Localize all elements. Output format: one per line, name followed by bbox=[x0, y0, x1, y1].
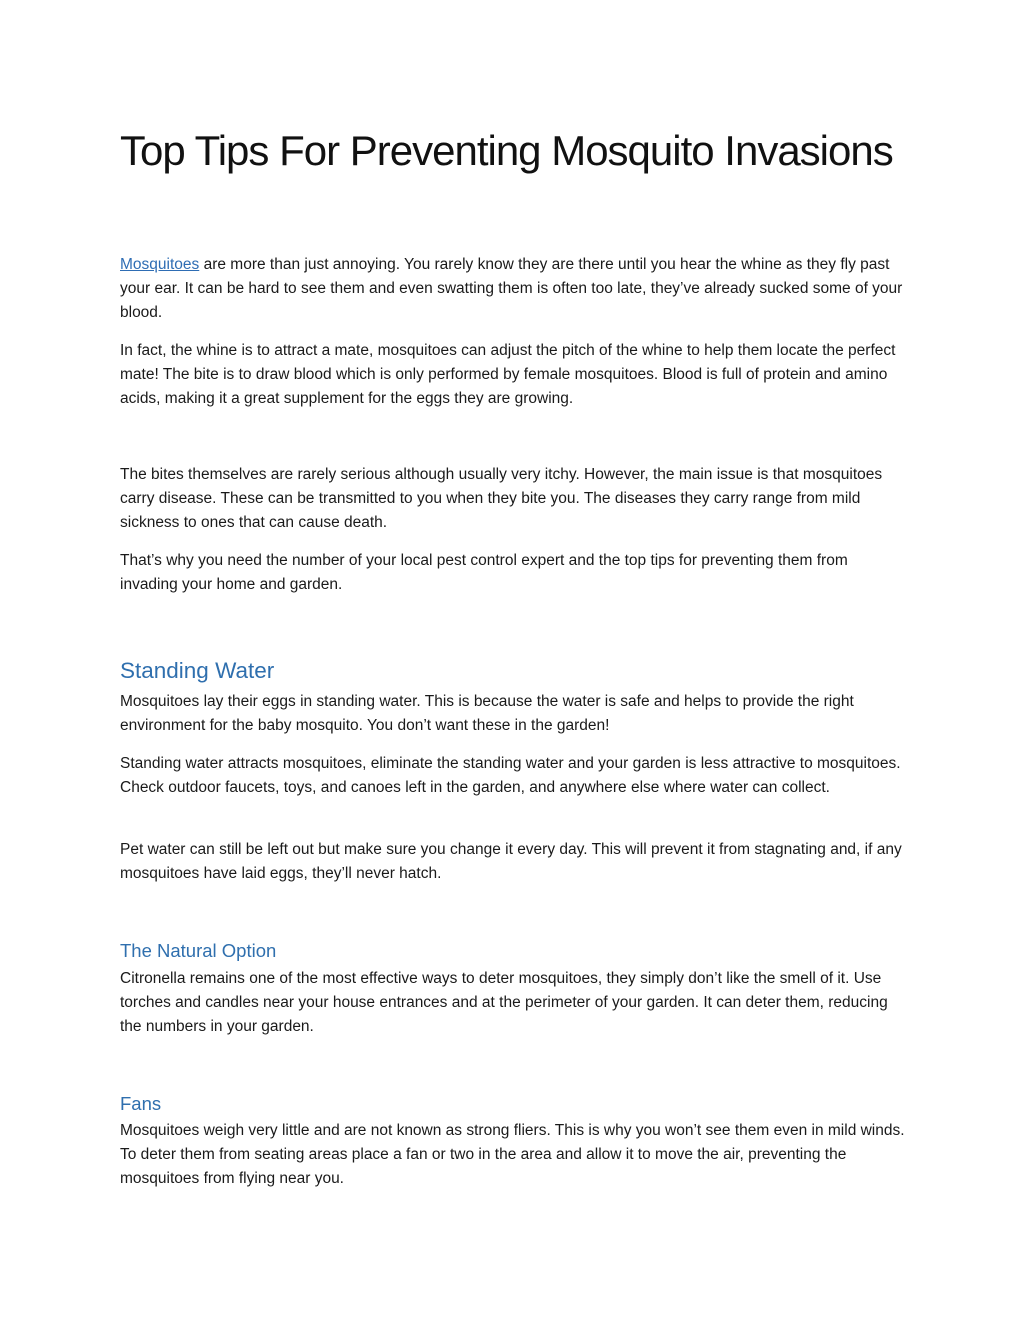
standing-water-paragraph-3: Pet water can still be left out but make sure you change it every day. This will prevent it from stagnating and, if any mosquitoes have laid eggs, they’ll never hatch. bbox=[120, 841, 902, 883]
standing-water-paragraph-2: Standing water attracts mosquitoes, eliminate the standing water and your garden is less attractive to mosquitoes. Check outdoor faucets, toys, and canoes left in the garden, and anywhere else where water can collect. bbox=[120, 755, 901, 797]
standing-water-heading: Standing Water bbox=[120, 658, 275, 683]
intro-paragraph-2: In fact, the whine is to attract a mate, mosquitoes can adjust the pitch of the whine to help them locate the perfect mate! The bite is to draw blood which is only performed by female mosquitoes. Blood is full of protein and amino acids, making it a great supplement for the eggs they are growing. bbox=[120, 342, 896, 408]
natural-option-heading-wrap bbox=[120, 939, 906, 963]
natural-option-heading: The Natural Option bbox=[120, 940, 277, 961]
fans-heading-wrap bbox=[120, 1092, 906, 1116]
standing-water-paragraph-1: Mosquitoes lay their eggs in standing water. This is because the water is safe and helps to provide the right environment for the baby mosquito. You don’t want these in the garden! bbox=[120, 693, 854, 735]
intro-paragraph-3: The bites themselves are rarely serious although usually very itchy. However, the main issue is that mosquitoes carry disease. These can be transmitted to you when they bite you. The diseases they carry range from mild sickness to ones that can cause death. bbox=[120, 466, 883, 532]
intro-paragraph-1-text: are more than just annoying. You rarely know they are there until you hear the whine as they fly past your ear. It can be hard to see them and even swatting them is often too late, they’ve already sucked some of your blood. bbox=[120, 256, 903, 322]
standing-water-heading-wrap bbox=[120, 657, 906, 685]
mosquitoes-link[interactable]: Mosquitoes bbox=[120, 256, 200, 273]
natural-option-paragraph-1: Citronella remains one of the most effective ways to deter mosquitoes, they simply don’t like the smell of it. Use torches and candles near your house entrances and at the perimeter of your garden. It can deter them, reducing the numbers in your garden. bbox=[120, 970, 888, 1036]
fans-heading: Fans bbox=[120, 1093, 162, 1114]
document-title: Top Tips For Preventing Mosquito Invasions bbox=[120, 127, 893, 174]
fans-paragraph-1: Mosquitoes weigh very little and are not known as strong fliers. This is why you won’t see them even in mild winds. To deter them from seating areas place a fan or two in the area and allow it to move the air, preventing the mosquitoes from flying near you. bbox=[120, 1122, 905, 1188]
intro-paragraph-4: That’s why you need the number of your local pest control expert and the top tips for preventing them from invading your home and garden. bbox=[120, 552, 848, 594]
intro-paragraph-1 bbox=[120, 253, 906, 326]
